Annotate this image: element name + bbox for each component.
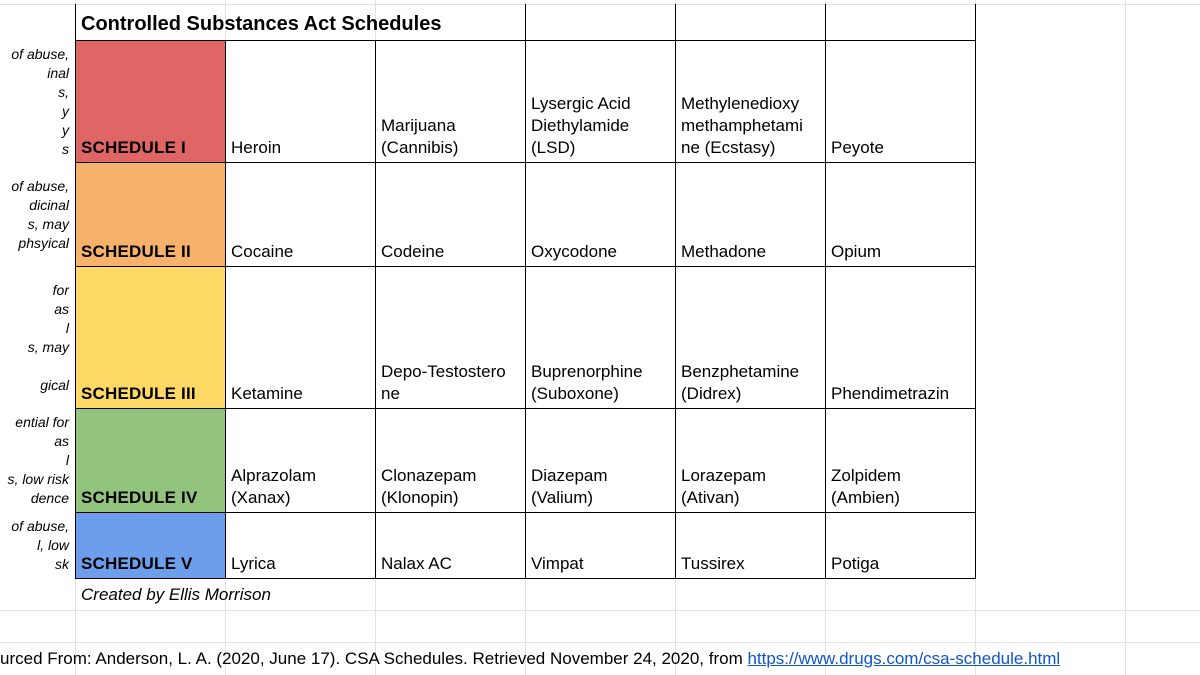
- table-border: [225, 40, 226, 579]
- table-border: [75, 266, 976, 267]
- drug-cell[interactable]: Clonazepam (Klonopin): [381, 466, 477, 507]
- table-border: [525, 4, 526, 579]
- schedule-description[interactable]: of abuse, inal s, y y s: [11, 45, 69, 157]
- table-border: [75, 408, 976, 409]
- drug-cell[interactable]: Lyrica: [231, 554, 276, 573]
- table-border: [825, 4, 826, 579]
- schedule-description[interactable]: of abuse, l, low sk: [11, 518, 69, 572]
- schedule-label[interactable]: SCHEDULE I: [76, 41, 225, 162]
- source-text: urced From: Anderson, L. A. (2020, June 17). CSA Schedules. Retrieved November 24, 2020, from: [0, 649, 748, 668]
- drug-cell[interactable]: Potiga: [831, 554, 880, 573]
- drug-cell[interactable]: Benzphetamine (Didrex): [681, 362, 800, 403]
- drug-cell[interactable]: Zolpidem (Ambien): [831, 466, 901, 507]
- drug-cell[interactable]: Vimpat: [531, 554, 584, 573]
- drug-cell[interactable]: Heroin: [231, 138, 282, 157]
- drug-cell[interactable]: Cocaine: [231, 242, 294, 261]
- schedule-description[interactable]: ential for as l s, low risk dence: [7, 414, 69, 506]
- drug-cell[interactable]: Methadone: [681, 242, 767, 261]
- table-border: [375, 40, 376, 579]
- drug-cell[interactable]: Alprazolam (Xanax): [231, 466, 317, 507]
- drug-cell[interactable]: Codeine: [381, 242, 445, 261]
- drug-cell[interactable]: Oxycodone: [531, 242, 617, 261]
- table-border: [75, 40, 976, 41]
- credit-text[interactable]: Created by Ellis Morrison: [81, 585, 271, 604]
- table-border: [75, 512, 976, 513]
- schedule-label[interactable]: SCHEDULE IV: [76, 409, 225, 512]
- drug-cell[interactable]: Lorazepam (Ativan): [681, 466, 767, 507]
- schedule-label[interactable]: SCHEDULE V: [76, 513, 225, 578]
- schedule-label[interactable]: SCHEDULE III: [76, 267, 225, 408]
- drug-cell[interactable]: Peyote: [831, 138, 884, 157]
- source-link[interactable]: https://www.drugs.com/csa-schedule.html: [747, 649, 1061, 668]
- drug-cell[interactable]: Diazepam (Valium): [531, 466, 608, 507]
- drug-cell[interactable]: Methylenedioxy methamphetami ne (Ecstasy): [681, 94, 803, 157]
- drug-cell[interactable]: Depo-Testostero ne: [381, 362, 506, 403]
- drug-cell[interactable]: Marijuana (Cannibis): [381, 116, 459, 157]
- grid-line: [0, 610, 1200, 611]
- page-title[interactable]: Controlled Substances Act Schedules: [81, 13, 442, 35]
- drug-cell[interactable]: Opium: [831, 242, 882, 261]
- drug-cell[interactable]: Nalax AC: [381, 554, 452, 573]
- source-citation[interactable]: [0, 644, 1200, 674]
- table-border: [675, 4, 676, 579]
- table-border: [75, 4, 76, 579]
- grid-line: [0, 642, 1200, 643]
- schedule-description[interactable]: for as l s, may gical: [27, 281, 69, 393]
- drug-cell[interactable]: Ketamine: [231, 384, 303, 403]
- schedule-description[interactable]: of abuse, dicinal s, may phsyical: [11, 177, 69, 251]
- drug-cell[interactable]: Buprenorphine (Suboxone): [531, 362, 643, 403]
- table-border: [75, 162, 976, 163]
- drug-cell[interactable]: Lysergic Acid Diethylamide (LSD): [531, 94, 631, 157]
- drug-cell[interactable]: Tussirex: [681, 554, 745, 573]
- grid-line: [1125, 0, 1126, 675]
- schedule-label[interactable]: SCHEDULE II: [76, 163, 225, 266]
- table-border: [75, 578, 976, 579]
- table-border: [975, 4, 976, 579]
- drug-cell[interactable]: Phendimetrazin: [831, 384, 950, 403]
